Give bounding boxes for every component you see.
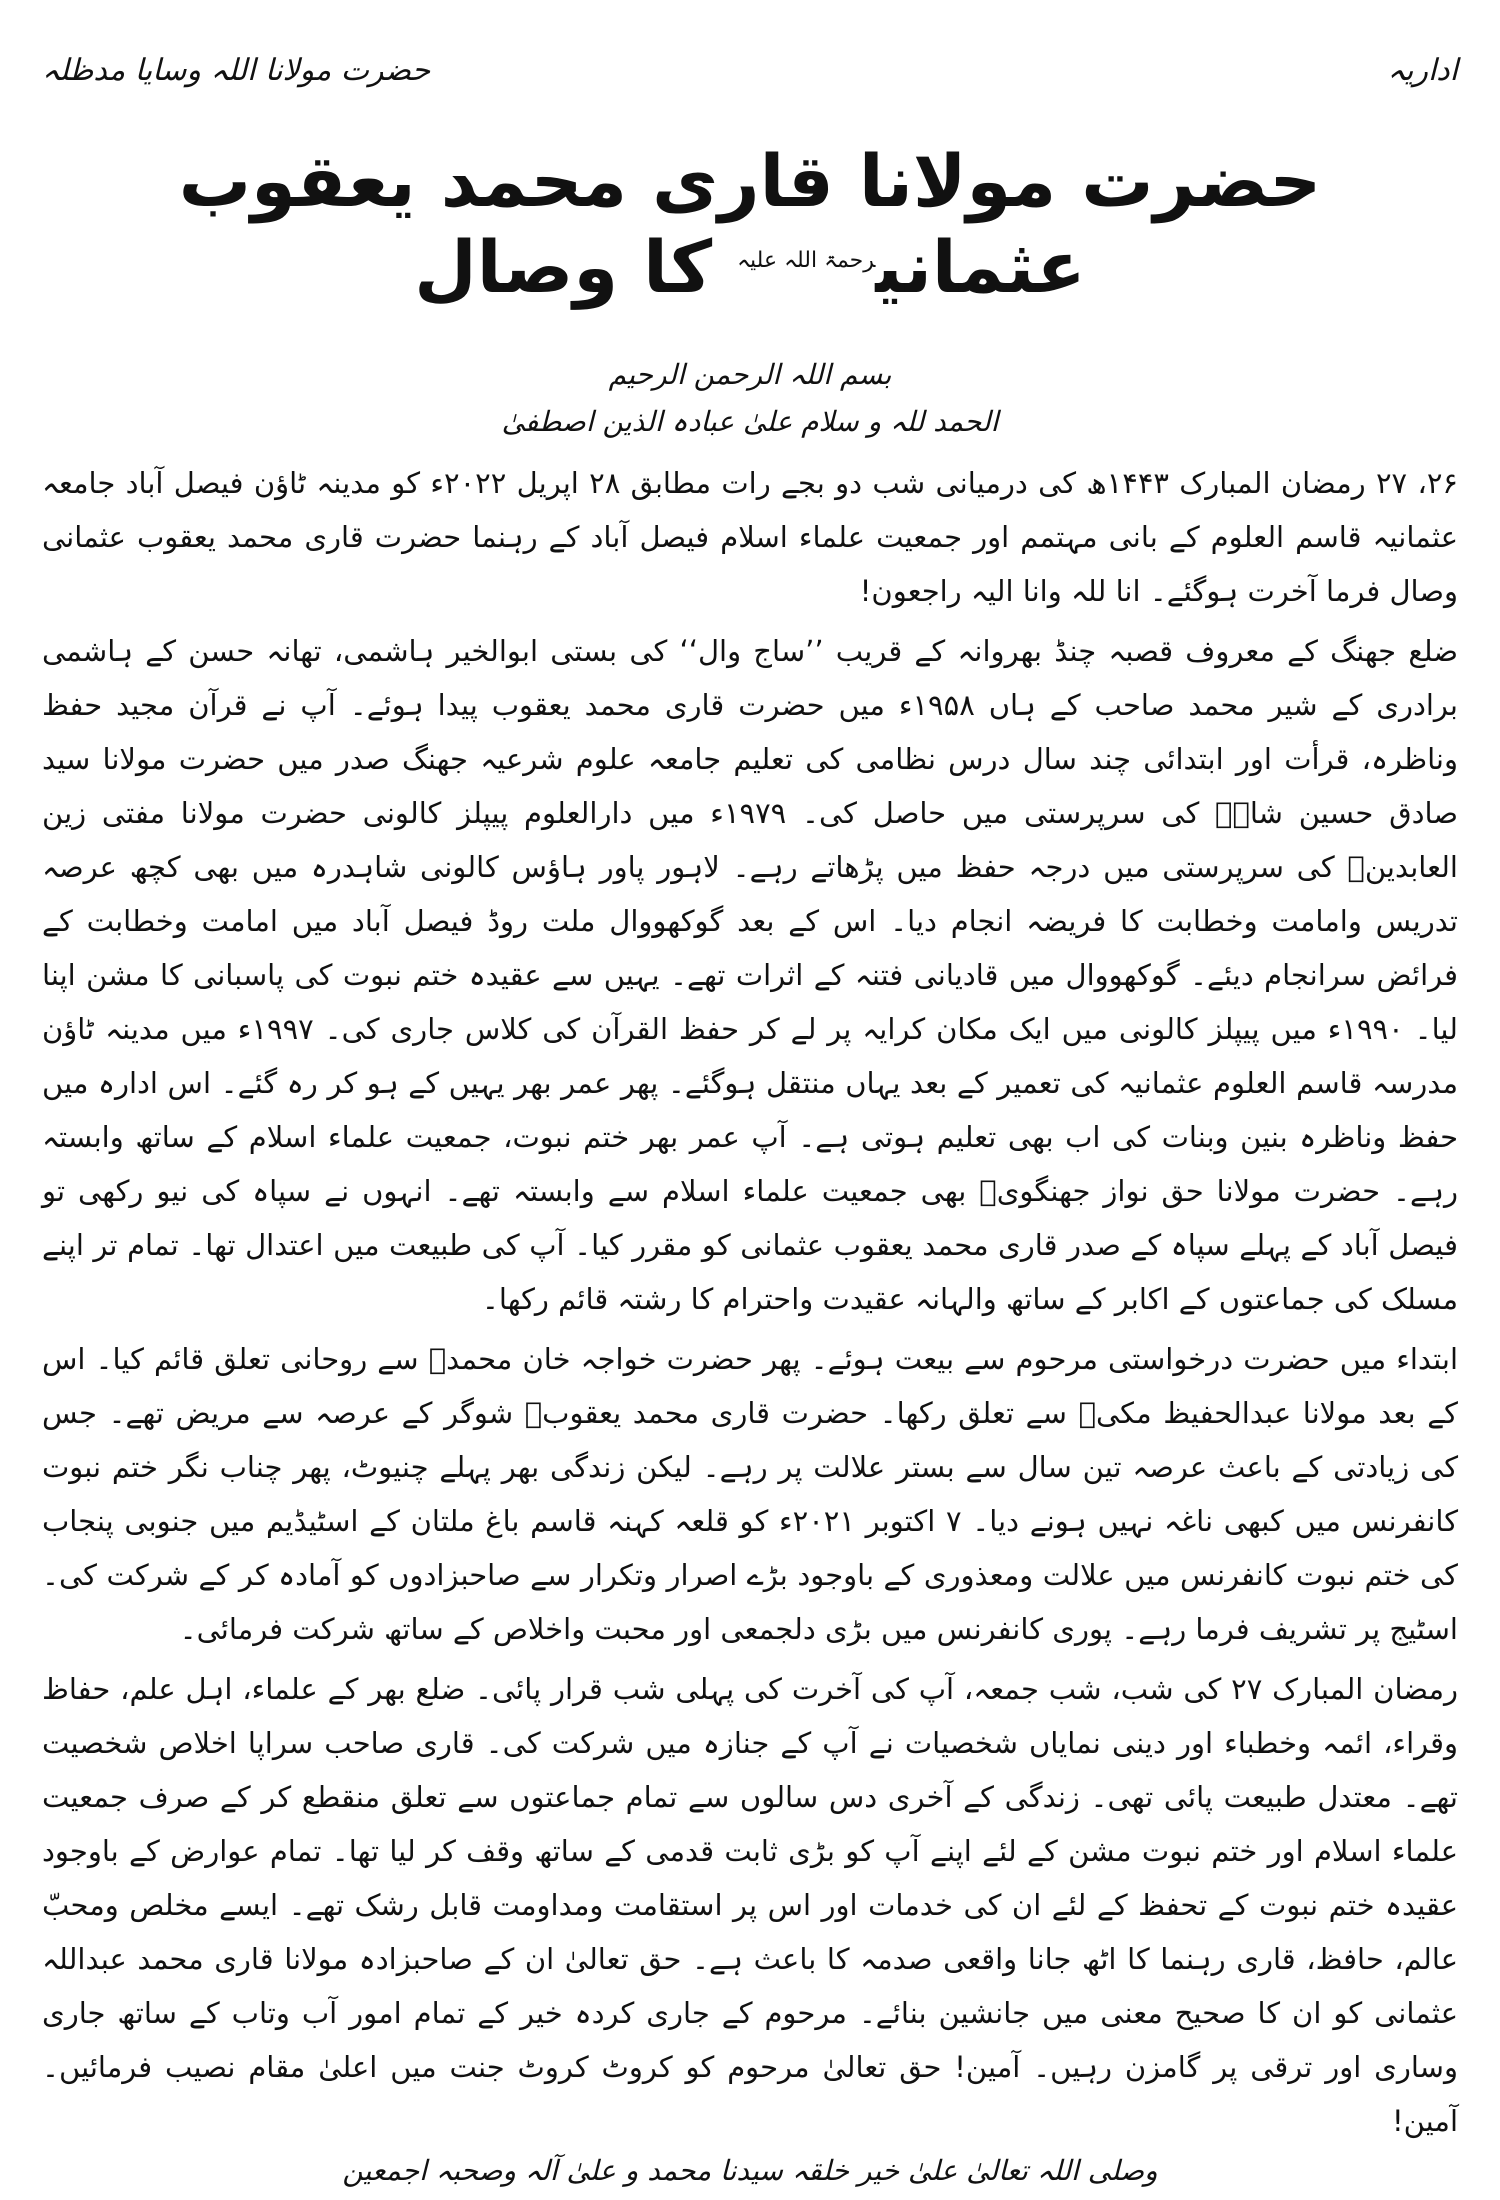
- closing-prayer: وصلی اللہ تعالیٰ علیٰ خیر خلقہ سیدنا محمد و علیٰ آلہ وصحبہ اجمعین: [342, 2153, 1158, 2187]
- hamd-line: الحمد للہ و سلام علیٰ عبادہ الذین اصطفیٰ: [501, 405, 999, 439]
- paragraph-1: ۲۶، ۲۷ رمضان المبارک ۱۴۴۳ھ کی درمیانی شب دو بجے رات مطابق ۲۸ اپریل ۲۰۲۲ء کو مدینہ ٹاؤن فیصل آباد جامعہ عثمانیہ قاسم العلوم کے بانی مہتمم اور جمعیت علماء اسلام فیصل آباد کے رہنما حضرت قاری محمد یعقوب عثمانی وصال فرما آخرت ہوگئے۔ انا للہ وانا الیہ راجعون!: [42, 465, 1458, 608]
- paragraph-2: ضلع جھنگ کے معروف قصبہ چنڈ بھروانہ کے قریب ’’ساج وال‘‘ کی بستی ابوالخیر ہاشمی، تھانہ حسن کے ہاشمی برادری کے شیر محمد صاحب کے ہاں ۱۹۵۸ء میں حضرت قاری محمد یعقوب پیدا ہوئے۔ آپ نے قرآن مجید حفظ وناظرہ، قرأت اور ابتدائی چند سال درس نظامی کی تعلیم جامعہ علوم شرعیہ جھنگ صدر میں حضرت مولانا سید صادق حسین شاہؒ کی سرپرستی میں حاصل کی۔ ۱۹۷۹ء میں دارالعلوم پیپلز کالونی حضرت مولانا مفتی زین العابدینؒ کی سرپرستی میں درجہ حفظ میں پڑھاتے رہے۔ لاہور پاور ہاؤس کالونی شاہدرہ میں بھی کچھ عرصہ تدریس وامامت وخطابت کا فریضہ انجام دیا۔ اس کے بعد گوکھووال ملت روڈ فیصل آباد میں امامت وخطابت کے فرائض سرانجام دیئے۔ گوکھووال میں قادیانی فتنہ کے اثرات تھے۔ یہیں سے عقیدہ ختم نبوت کی پاسبانی کا مشن اپنا لیا۔ ۱۹۹۰ء میں پیپلز کالونی میں ایک مکان کرایہ پر لے کر حفظ القرآن کی کلاس جاری کی۔ ۱۹۹۷ء میں مدینہ ٹاؤن مدرسہ قاسم العلوم عثمانیہ کی تعمیر کے بعد یہاں منتقل ہوگئے۔ پھر عمر بھر یہیں کے ہو کر رہ گئے۔ اس ادارہ میں حفظ وناظرہ بنین وبنات کی اب بھی تعلیم ہوتی ہے۔ آپ عمر بھر ختم نبوت، جمعیت علماء اسلام کے ساتھ وابستہ رہے۔ حضرت مولانا حق نواز جھنگویؒ بھی جمعیت علماء اسلام سے وابستہ تھے۔ انہوں نے سپاہ کی نیو رکھی تو فیصل آباد کے پہلے سپاہ کے صدر قاری محمد یعقوب عثمانی کو مقرر کیا۔ آپ کی طبیعت میں اعتدال تھا۔ تمام تر اپنے مسلک کی جماعتوں کے اکابر کے ساتھ والہانہ عقیدت واحترام کا رشتہ قائم رکھا۔: [42, 633, 1459, 1316]
- title-suffix: کا وصال: [414, 225, 713, 310]
- page-header: [42, 40, 1458, 100]
- invocation: [42, 351, 1458, 446]
- title-honorific: رحمۃ اللہ علیہ: [737, 248, 876, 274]
- article-body: [42, 456, 1458, 2148]
- paragraph-3: ابتداء میں حضرت درخواستی مرحوم سے بیعت ہوئے۔ پھر حضرت خواجہ خان محمدؒ سے روحانی تعلق قائم کیا۔ اس کے بعد مولانا عبدالحفیظ مکیؒ سے تعلق رکھا۔ حضرت قاری محمد یعقوبؒ شوگر کے عرصہ سے مریض تھے۔ جس کی زیادتی کے باعث عرصہ تین سال سے بستر علالت پر رہے۔ لیکن زندگی بھر پہلے چنیوٹ، پھر چناب نگر ختم نبوت کانفرنس میں کبھی ناغہ نہیں ہونے دیا۔ ۷ اکتوبر ۲۰۲۱ء کو قلعہ کہنہ قاسم باغ ملتان کے اسٹیڈیم میں جنوبی پنجاب کی ختم نبوت کانفرنس میں علالت ومعذوری کے باوجود بڑے اصرار وتکرار سے صاحبزادوں کو آمادہ کر کے شرکت کی۔ اسٹیج پر تشریف فرما رہے۔ پوری کانفرنس میں بڑی دلجمعی اور محبت واخلاص کے ساتھ شرکت فرمائی۔: [42, 1341, 1459, 1646]
- article-title: [42, 138, 1458, 311]
- bismillah: بسم اللہ الرحمن الرحیم: [608, 357, 892, 391]
- section-label: اداریہ: [1387, 52, 1458, 88]
- author-name: حضرت مولانا اللہ وسایا مدظلہ: [42, 52, 431, 88]
- paragraph-4: رمضان المبارک ۲۷ کی شب، شب جمعہ، آپ کی آخرت کی پہلی شب قرار پائی۔ ضلع بھر کے علماء، اہل علم، حفاظ وقراء، ائمہ وخطباء اور دینی نمایاں شخصیات نے آپ کے جنازہ میں شرکت کی۔ قاری صاحب سراپا اخلاص شخصیت تھے۔ معتدل طبیعت پائی تھی۔ زندگی کے آخری دس سالوں سے تمام جماعتوں سے تعلق منقطع کر کے صرف جمعیت علماء اسلام اور ختم نبوت مشن کے لئے اپنے آپ کو بڑی ثابت قدمی کے ساتھ وقف کر لیا تھا۔ تمام عوارض کے باوجود عقیدہ ختم نبوت کے تحفظ کے لئے ان کی خدمات اور اس پر استقامت ومداومت قابل رشک تھے۔ ایسے مخلص ومحبّ عالم، حافظ، قاری رہنما کا اٹھ جانا واقعی صدمہ کا باعث ہے۔ حق تعالیٰ ان کے صاحبزادہ مولانا قاری محمد عبداللہ عثمانی کو ان کا صحیح معنی میں جانشین بنائے۔ مرحوم کے جاری کردہ خیر کے تمام امور آب وتاب کے ساتھ جاری وساری اور ترقی پر گامزن رہیں۔ آمین! حق تعالیٰ مرحوم کو کروٹ کروٹ جنت میں اعلیٰ مقام نصیب فرمائیں۔ آمین!: [42, 1671, 1458, 2138]
- title-main: حضرت مولانا قاری محمد یعقوب عثمانی: [178, 139, 1322, 310]
